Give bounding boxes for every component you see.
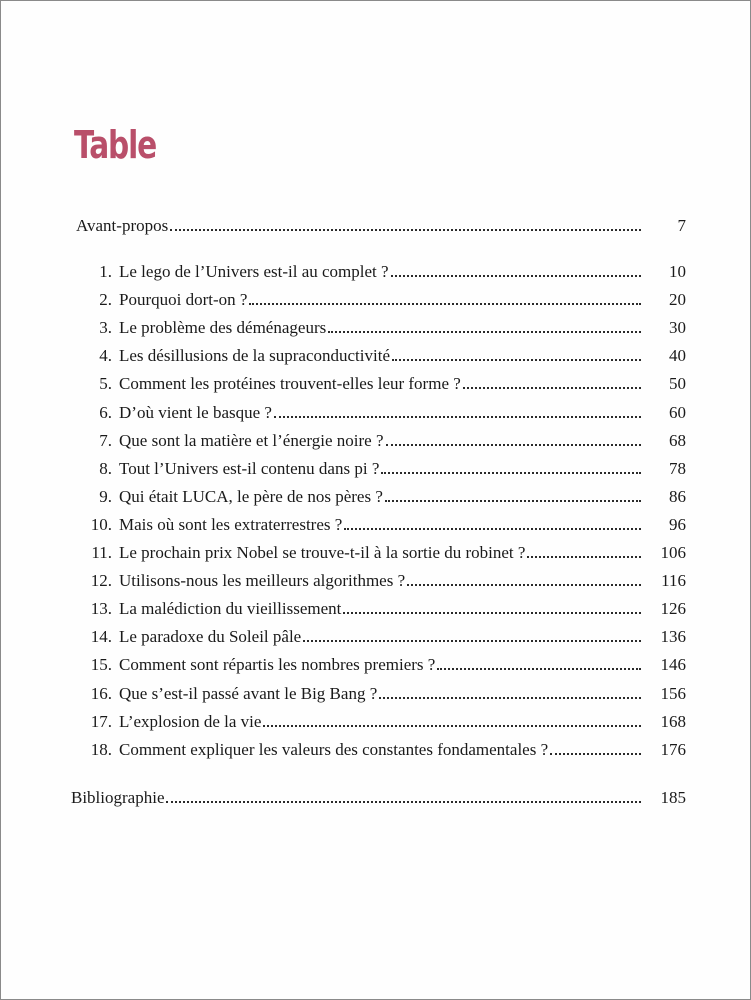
chapter-number: 14. — [90, 627, 112, 647]
chapter-page: 96 — [669, 514, 686, 534]
chapter-number: 15. — [90, 655, 112, 675]
chapter-page: 146 — [660, 655, 686, 675]
chapter-page: 50 — [669, 374, 686, 394]
toc-entry-chapter — [90, 514, 686, 536]
toc-entry-chapter — [90, 570, 686, 592]
chapter-number: 2. — [99, 290, 112, 310]
toc-entry-page: 185 — [660, 788, 686, 807]
toc-entry-chapter — [90, 345, 686, 367]
chapter-title: L’explosion de la vie — [119, 711, 262, 731]
toc-entry-chapter — [90, 458, 686, 480]
chapter-page: 60 — [669, 402, 686, 422]
chapter-title: Mais où sont les extraterrestres ? — [119, 514, 343, 534]
toc-entry-bibliographie — [71, 787, 686, 809]
chapter-title: Comment expliquer les valeurs des constantes fondamentales ? — [119, 739, 549, 759]
chapter-page: 168 — [660, 711, 686, 731]
chapter-number: 10. — [90, 514, 112, 534]
chapter-title: Comment sont répartis les nombres premiers ? — [119, 655, 436, 675]
dot-leader — [463, 384, 641, 389]
chapter-title: Le paradoxe du Soleil pâle — [119, 627, 302, 647]
toc-entry-chapter — [90, 654, 686, 676]
dot-leader — [344, 525, 641, 530]
chapter-number: 18. — [90, 739, 112, 759]
chapter-title: Que sont la matière et l’énergie noire ? — [119, 430, 384, 450]
toc-entry-chapter — [90, 430, 686, 452]
dot-leader — [385, 497, 641, 502]
toc-entry-chapter — [90, 542, 686, 564]
chapter-page: 30 — [669, 318, 686, 338]
chapter-title: Les désillusions de la supraconductivité — [119, 346, 390, 366]
toc-entry-chapter — [90, 711, 686, 733]
chapter-page: 20 — [669, 290, 686, 310]
toc-entry-chapter — [90, 598, 686, 620]
dot-leader — [379, 694, 641, 699]
dot-leader — [170, 226, 641, 231]
chapter-page: 116 — [661, 571, 686, 591]
dot-leader — [386, 441, 642, 446]
dot-leader — [392, 356, 641, 361]
toc-entry-chapter — [90, 486, 686, 508]
chapter-title: Le lego de l’Univers est-il au complet ? — [119, 262, 389, 281]
chapter-number: 7. — [99, 430, 112, 450]
dot-leader — [249, 300, 641, 305]
chapter-number: 12. — [90, 571, 112, 591]
chapter-title: Comment les protéines trouvent-elles leur forme ? — [119, 374, 461, 394]
chapter-number: 6. — [99, 402, 112, 422]
chapter-page: 40 — [669, 346, 686, 366]
chapter-page: 106 — [660, 543, 686, 562]
dot-leader — [303, 637, 641, 642]
chapter-number: 8. — [99, 458, 112, 478]
dot-leader — [391, 272, 641, 277]
dot-leader — [527, 553, 641, 558]
toc-entry-avant-propos — [76, 215, 686, 237]
chapter-page: 136 — [660, 627, 686, 647]
chapter-title: Qui était LUCA, le père de nos pères ? — [119, 486, 383, 506]
chapter-number: 17. — [90, 711, 112, 731]
chapter-number: 11. — [91, 543, 112, 562]
chapter-number: 4. — [99, 346, 112, 366]
chapter-title: Que s’est-il passé avant le Big Bang ? — [119, 683, 378, 703]
chapter-page: 126 — [660, 599, 686, 619]
chapter-page: 156 — [660, 683, 686, 703]
toc-entry-chapter — [90, 261, 686, 283]
dot-leader — [263, 722, 641, 727]
toc-entry-chapter — [90, 402, 686, 424]
toc-entry-chapter — [90, 317, 686, 339]
toc-entry-chapter — [90, 683, 686, 705]
toc-entry-page: 7 — [677, 216, 686, 235]
chapter-page: 78 — [669, 458, 686, 478]
dot-leader — [550, 750, 641, 755]
chapter-title: Le prochain prix Nobel se trouve-t-il à la sortie du robinet ? — [119, 543, 526, 562]
toc-entry-chapter — [90, 739, 686, 761]
chapter-page: 176 — [660, 739, 686, 759]
chapter-title: Pourquoi dort-on ? — [119, 290, 248, 310]
chapter-title: Tout l’Univers est-il contenu dans pi ? — [119, 458, 380, 478]
toc-entry-label: Avant-propos — [76, 216, 169, 235]
dot-leader — [166, 798, 641, 803]
chapter-title: Utilisons-nous les meilleurs algorithmes ? — [119, 571, 406, 591]
dot-leader — [381, 469, 641, 474]
chapter-number: 16. — [90, 683, 112, 703]
chapter-title: La malédiction du vieillissement — [119, 599, 342, 619]
chapter-number: 13. — [90, 599, 112, 619]
dot-leader — [437, 665, 641, 670]
toc-entry-label: Bibliographie — [71, 788, 165, 807]
chapter-number: 1. — [99, 262, 112, 281]
dot-leader — [343, 609, 641, 614]
chapter-number: 9. — [99, 486, 112, 506]
dot-leader — [328, 328, 641, 333]
chapter-page: 68 — [669, 430, 686, 450]
toc-entry-chapter — [90, 289, 686, 311]
dot-leader — [407, 581, 641, 586]
chapter-page: 10 — [669, 262, 686, 281]
chapter-title: D’où vient le basque ? — [119, 402, 272, 422]
toc-entry-chapter — [90, 626, 686, 648]
dot-leader — [274, 413, 641, 418]
chapter-title: Le problème des déménageurs — [119, 318, 327, 338]
toc-entry-chapter — [90, 373, 686, 395]
chapter-number: 3. — [99, 318, 112, 338]
page-title: Table — [74, 123, 157, 167]
chapter-page: 86 — [669, 486, 686, 506]
chapter-number: 5. — [99, 374, 112, 394]
